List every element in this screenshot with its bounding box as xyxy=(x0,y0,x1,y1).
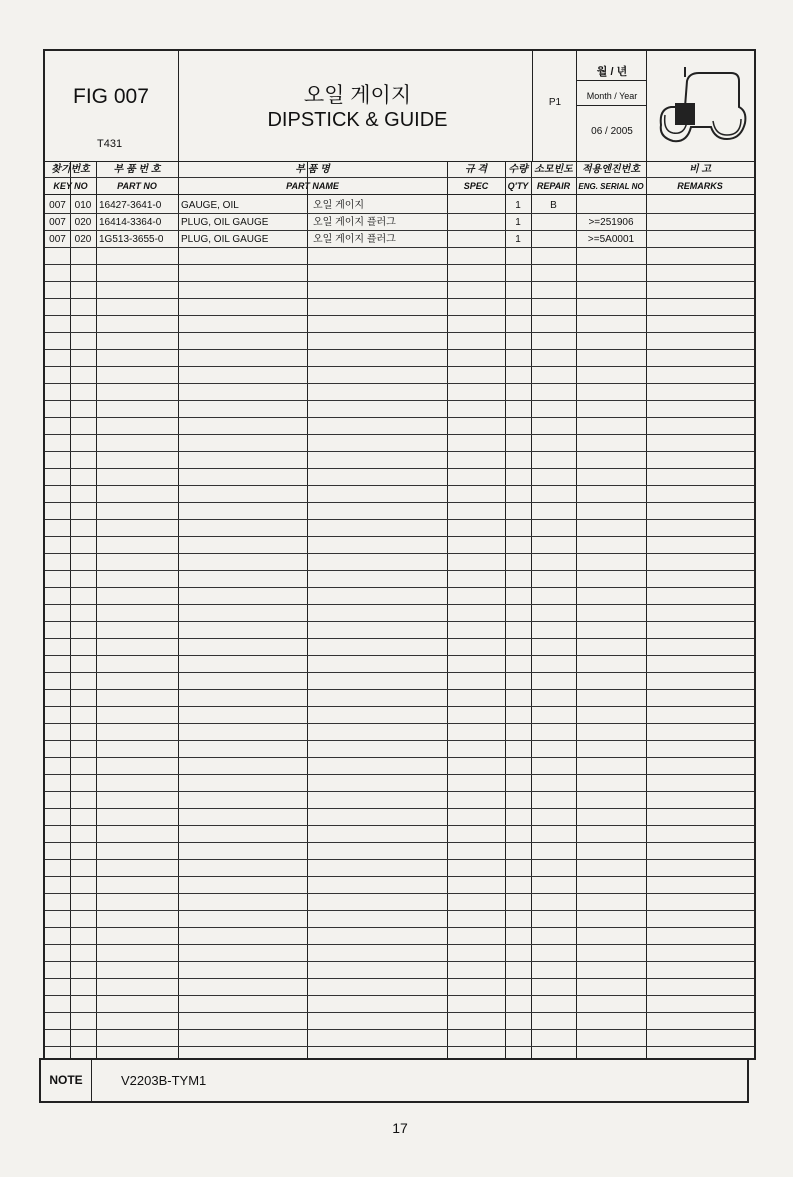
col-repair-ko: 소모빈도 xyxy=(534,164,573,175)
col-serial-en: ENG. SERIAL NO xyxy=(578,182,644,191)
parts-table xyxy=(45,161,754,1058)
model-code: T431 xyxy=(97,138,123,150)
empty-row xyxy=(45,350,754,367)
col-part-en: PART NO xyxy=(117,181,157,191)
parts-sheet xyxy=(43,49,756,1060)
empty-row xyxy=(45,962,754,979)
empty-row xyxy=(45,809,754,826)
empty-row xyxy=(45,826,754,843)
empty-row xyxy=(45,979,754,996)
empty-row xyxy=(45,656,754,673)
empty-row xyxy=(45,775,754,792)
empty-row xyxy=(45,248,754,265)
page-number: 17 xyxy=(392,1120,408,1136)
col-spec-en: SPEC xyxy=(463,181,489,191)
col-qty-en: Q'TY xyxy=(507,181,529,191)
col-name-ko: 부 품 명 xyxy=(295,164,330,175)
empty-row xyxy=(45,894,754,911)
page-code: P1 xyxy=(548,97,562,108)
empty-row xyxy=(45,860,754,877)
empty-row xyxy=(45,1030,754,1047)
empty-row xyxy=(45,996,754,1013)
col-remarks-ko: 비 고 xyxy=(688,164,712,175)
col-key-en: KEY NO xyxy=(53,181,88,191)
col-qty-ko: 수량 xyxy=(508,164,528,175)
sheet-header xyxy=(45,51,754,162)
empty-row xyxy=(45,588,754,605)
note-box xyxy=(39,1058,749,1103)
tractor-icon xyxy=(651,63,751,153)
col-remarks-en: REMARKS xyxy=(677,181,723,191)
col-repair-en: REPAIR xyxy=(536,181,571,191)
empty-row xyxy=(45,843,754,860)
empty-row xyxy=(45,367,754,384)
empty-row xyxy=(45,503,754,520)
col-name-en: PART NAME xyxy=(286,181,339,191)
table-header-ko xyxy=(45,161,754,178)
empty-row xyxy=(45,418,754,435)
empty-row xyxy=(45,741,754,758)
col-spec-ko: 규 격 xyxy=(464,164,488,175)
empty-row xyxy=(45,1013,754,1030)
empty-row xyxy=(45,316,754,333)
title-english: DIPSTICK & GUIDE xyxy=(267,109,448,131)
figure-number: FIG 007 xyxy=(73,85,149,108)
table-header-en xyxy=(45,178,754,195)
empty-row xyxy=(45,673,754,690)
table-row: 007 010 16427-3641-0 GAUGE, OIL 오일 게이지 1 B xyxy=(45,197,754,214)
empty-row xyxy=(45,911,754,928)
empty-row xyxy=(45,537,754,554)
empty-row xyxy=(45,554,754,571)
empty-row xyxy=(45,282,754,299)
empty-row xyxy=(45,571,754,588)
empty-row xyxy=(45,792,754,809)
empty-row xyxy=(45,469,754,486)
empty-row xyxy=(45,639,754,656)
empty-row xyxy=(45,690,754,707)
empty-row xyxy=(45,520,754,537)
empty-row xyxy=(45,265,754,282)
note-label: NOTE xyxy=(41,1060,92,1101)
empty-row xyxy=(45,384,754,401)
empty-row xyxy=(45,877,754,894)
table-row: 007 020 1G513-3655-0 PLUG, OIL GAUGE 오일 게이지 플러그 1 >=5A0001 xyxy=(45,231,754,248)
empty-row xyxy=(45,758,754,775)
col-part-ko: 부 품 번 호 xyxy=(113,164,161,175)
note-text: V2203B-TYM1 xyxy=(121,1073,207,1088)
month-year-label-ko: 월 / 년 xyxy=(596,66,628,78)
title-korean: 오일 게이지 xyxy=(303,84,412,107)
empty-row xyxy=(45,605,754,622)
empty-row xyxy=(45,486,754,503)
empty-row xyxy=(45,435,754,452)
empty-row xyxy=(45,452,754,469)
table-row: 007 020 16414-3364-0 PLUG, OIL GAUGE 오일 게이지 플러그 1 >=251906 xyxy=(45,214,754,231)
empty-row xyxy=(45,945,754,962)
empty-row xyxy=(45,724,754,741)
col-key-ko: 찾기번호 xyxy=(51,164,90,175)
month-year-label-en: Month / Year xyxy=(586,91,638,101)
col-serial-ko: 적용엔진번호 xyxy=(582,164,640,175)
empty-row xyxy=(45,928,754,945)
empty-row xyxy=(45,707,754,724)
empty-row xyxy=(45,333,754,350)
issue-date: 06 / 2005 xyxy=(591,126,633,137)
empty-row xyxy=(45,622,754,639)
empty-row xyxy=(45,401,754,418)
empty-row xyxy=(45,299,754,316)
